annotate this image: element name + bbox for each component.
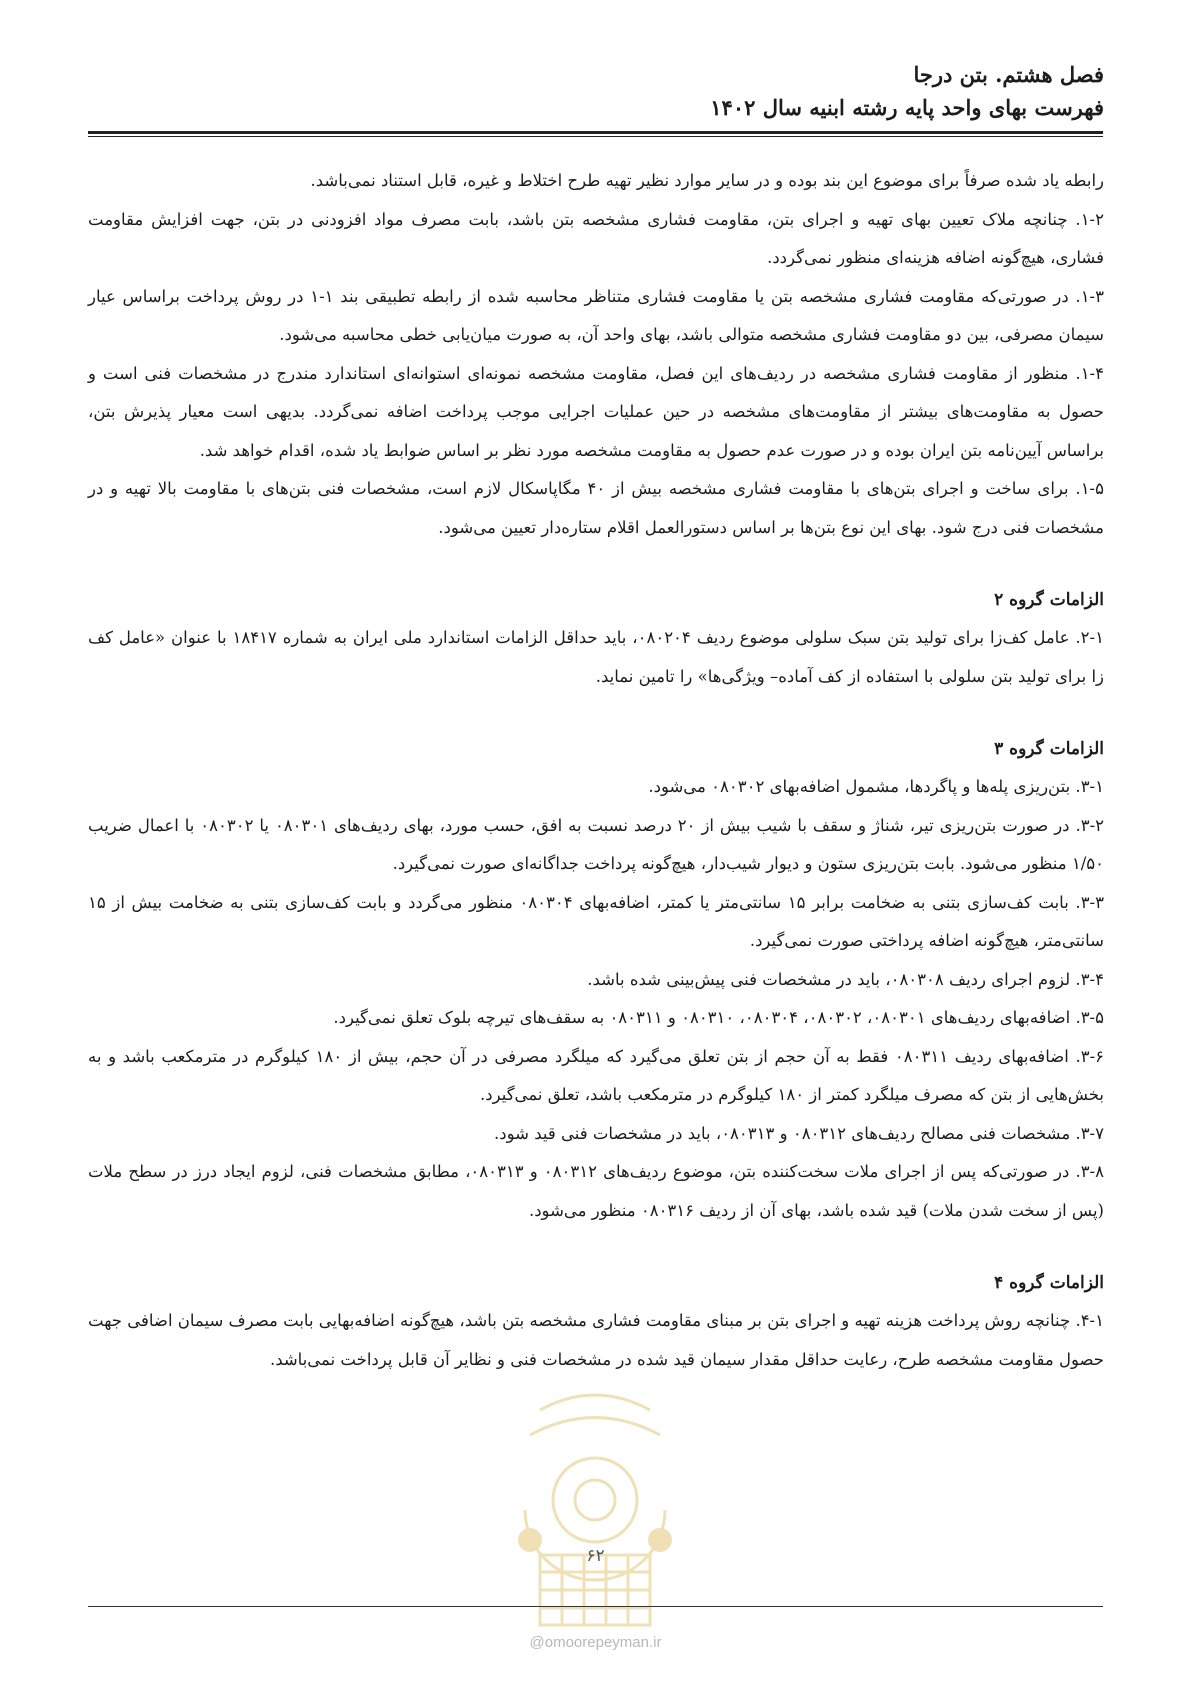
body-paragraph: ۲-۱. عامل کف‌زا برای تولید بتن سبک سلولی موضوع ردیف ۰۸۰۲۰۴، باید حداقل الزامات استاندارد ملی ایران به شماره ۱۸۴۱۷ با عنوان «عامل کف زا برای تولید بتن سلولی با استفاده از کف آماده– ویژگی‌ها» را تامین نماید. — [88, 628, 1104, 686]
body-paragraph: ۳-۱. بتن‌ریزی پله‌ها و پاگردها، مشمول اضافه‌بهای ۰۸۰۳۰۲ می‌شود. — [648, 777, 1104, 796]
body-paragraph: ۳-۷. مشخصات فنی مصالح ردیف‌های ۰۸۰۳۱۲ و ۰۸۰۳۱۳، باید در مشخصات فنی قید شود. — [494, 1123, 1104, 1143]
document-title: فهرست بهای واحد پایه رشته ابنیه سال ۱۴۰۲ — [710, 95, 1104, 120]
page-header — [88, 58, 1104, 124]
body-paragraph: ۱-۳. در صورتی‌که مقاومت فشاری مشخصه بتن یا مقاومت فشاری متناظر محاسبه شده از رابطه تطبیقی بند ۱-۱ در روش پرداخت براساس عیار سیمان مصرفی، بین دو مقاومت فشاری مشخصه متوالی باشد، بهای واحد آن، به صورت میان‌یابی خطی محاسبه می‌شود. — [88, 286, 1104, 344]
header-rule-thick — [88, 131, 1103, 134]
section-heading-group2: الزامات گروه ۲ — [994, 590, 1104, 610]
body-paragraph: ۳-۸. در صورتی‌که پس از اجرای ملات سخت‌کننده بتن، موضوع ردیف‌های ۰۸۰۳۱۲ و ۰۸۰۳۱۳، مطابق مشخصات فنی، لزوم ایجاد درز در سطح ملات (پس از سخت شدن ملات) قید شده باشد، بهای آن از ردیف ۰۸۰۳۱۶ منظور می‌شود. — [88, 1162, 1104, 1220]
body-paragraph: ۱-۲. چنانچه ملاک تعیین بهای تهیه و اجرای بتن، مقاومت فشاری مشخصه بتن باشد، بابت مصرف مواد افزودنی در بتن، جهت افزایش مقاومت فشاری، هیچ‌گونه اضافه هزینه‌ای منظور نمی‌گردد. — [88, 209, 1104, 267]
chapter-title: فصل هشتم. بتن درجا — [913, 62, 1104, 87]
watermark-logo-icon — [500, 1390, 690, 1640]
body-paragraph: ۳-۲. در صورت بتن‌ریزی تیر، شناژ و سقف با شیب بیش از ۲۰ درصد نسبت به افق، حسب مورد، بهای ردیف‌های ۰۸۰۳۰۱ یا ۰۸۰۳۰۲ با اعمال ضریب ۱/۵۰ منظور می‌شود. بابت بتن‌ریزی ستون و دیوار شیب‌دار، هیچ‌گونه پرداخت جداگانه‌ای صورت نمی‌گیرد. — [88, 815, 1105, 873]
section-spacer — [88, 547, 1104, 581]
footer-rule — [88, 1606, 1103, 1607]
page-number: ۶۲ — [586, 1546, 605, 1566]
body-paragraph: ۴-۱. چنانچه روش پرداخت هزینه تهیه و اجرای بتن بر مبنای مقاومت فشاری مشخصه بتن باشد، هیچ‌گونه اضافه‌بهایی بابت مصرف سیمان اضافی جهت حصول مقاومت مشخصه طرح، رعایت حداقل مقدار سیمان قید شده در مشخصات فنی و نظایر آن قابل پرداخت نمی‌باشد. — [88, 1311, 1104, 1369]
section-spacer — [88, 696, 1104, 730]
document-body — [88, 162, 1104, 1379]
section-heading-group4: الزامات گروه ۴ — [994, 1273, 1104, 1293]
section-heading-group3: الزامات گروه ۳ — [994, 739, 1104, 759]
body-paragraph: ۳-۴. لزوم اجرای ردیف ۰۸۰۳۰۸، باید در مشخصات فنی پیش‌بینی شده باشد. — [587, 969, 1104, 989]
section-spacer — [88, 1230, 1104, 1264]
body-paragraph: ۱-۴. منظور از مقاومت فشاری مشخصه در ردیف‌های این فصل، مقاومت مشخصه نمونه‌ای استوانه‌ای استاندارد مندرج در مشخصات فنی است و حصول به مقاومت‌های بیشتر از مقاومت‌های مشخصه در حین عملیات اجرایی موجب پرداخت اضافه نمی‌گردد. بدیهی است معیار پذیرش بتن، براساس آیین‌نامه بتن ایران بوده و در صورت عدم حصول به مقاومت مشخصه مورد نظر بر اساس ضوابط یاد شده، اقدام خواهد شد. — [88, 363, 1104, 460]
body-paragraph: ۳-۵. اضافه‌بهای ردیف‌های ۰۸۰۳۰۱، ۰۸۰۳۰۲، ۰۸۰۳۰۴، ۰۸۰۳۱۰ و ۰۸۰۳۱۱ به سقف‌های تیرچه بلوک تعلق نمی‌گیرد. — [333, 1008, 1104, 1027]
watermark-url: @omoorepeyman.ir — [529, 1634, 662, 1651]
body-paragraph: ۳-۶. اضافه‌بهای ردیف ۰۸۰۳۱۱ فقط به آن حجم از بتن تعلق می‌گیرد که میلگرد مصرفی در آن حجم، بیش از ۱۸۰ کیلوگرم در مترمکعب باشد و به بخش‌هایی از بتن که مصرف میلگرد کمتر از ۱۸۰ کیلوگرم در مترمکعب باشد، تعلق نمی‌گیرد. — [88, 1046, 1105, 1104]
body-paragraph: ۱-۵. برای ساخت و اجرای بتن‌های با مقاومت فشاری مشخصه بیش از ۴۰ مگاپاسکال لازم است، مشخصات فنی بتن‌های با مقاومت بالا تهیه و در مشخصات فنی درج شود. بهای این نوع بتن‌ها بر اساس دستورالعمل اقلام ستاره‌دار تعیین می‌شود. — [88, 479, 1104, 537]
body-paragraph: رابطه یاد شده صرفاً برای موضوع این بند بوده و در سایر موارد نظیر تهیه طرح اختلاط و غیره، قابل استناد نمی‌باشد. — [310, 171, 1104, 190]
header-rule-thin — [88, 136, 1103, 137]
body-paragraph: ۳-۳. بابت کف‌سازی بتنی به ضخامت برابر ۱۵ سانتی‌متر یا کمتر، اضافه‌بهای ۰۸۰۳۰۴ منظور می‌گردد و بابت کف‌سازی بتنی به ضخامت بیش از ۱۵ سانتی‌متر، هیچ‌گونه اضافه پرداختی صورت نمی‌گیرد. — [88, 892, 1104, 950]
